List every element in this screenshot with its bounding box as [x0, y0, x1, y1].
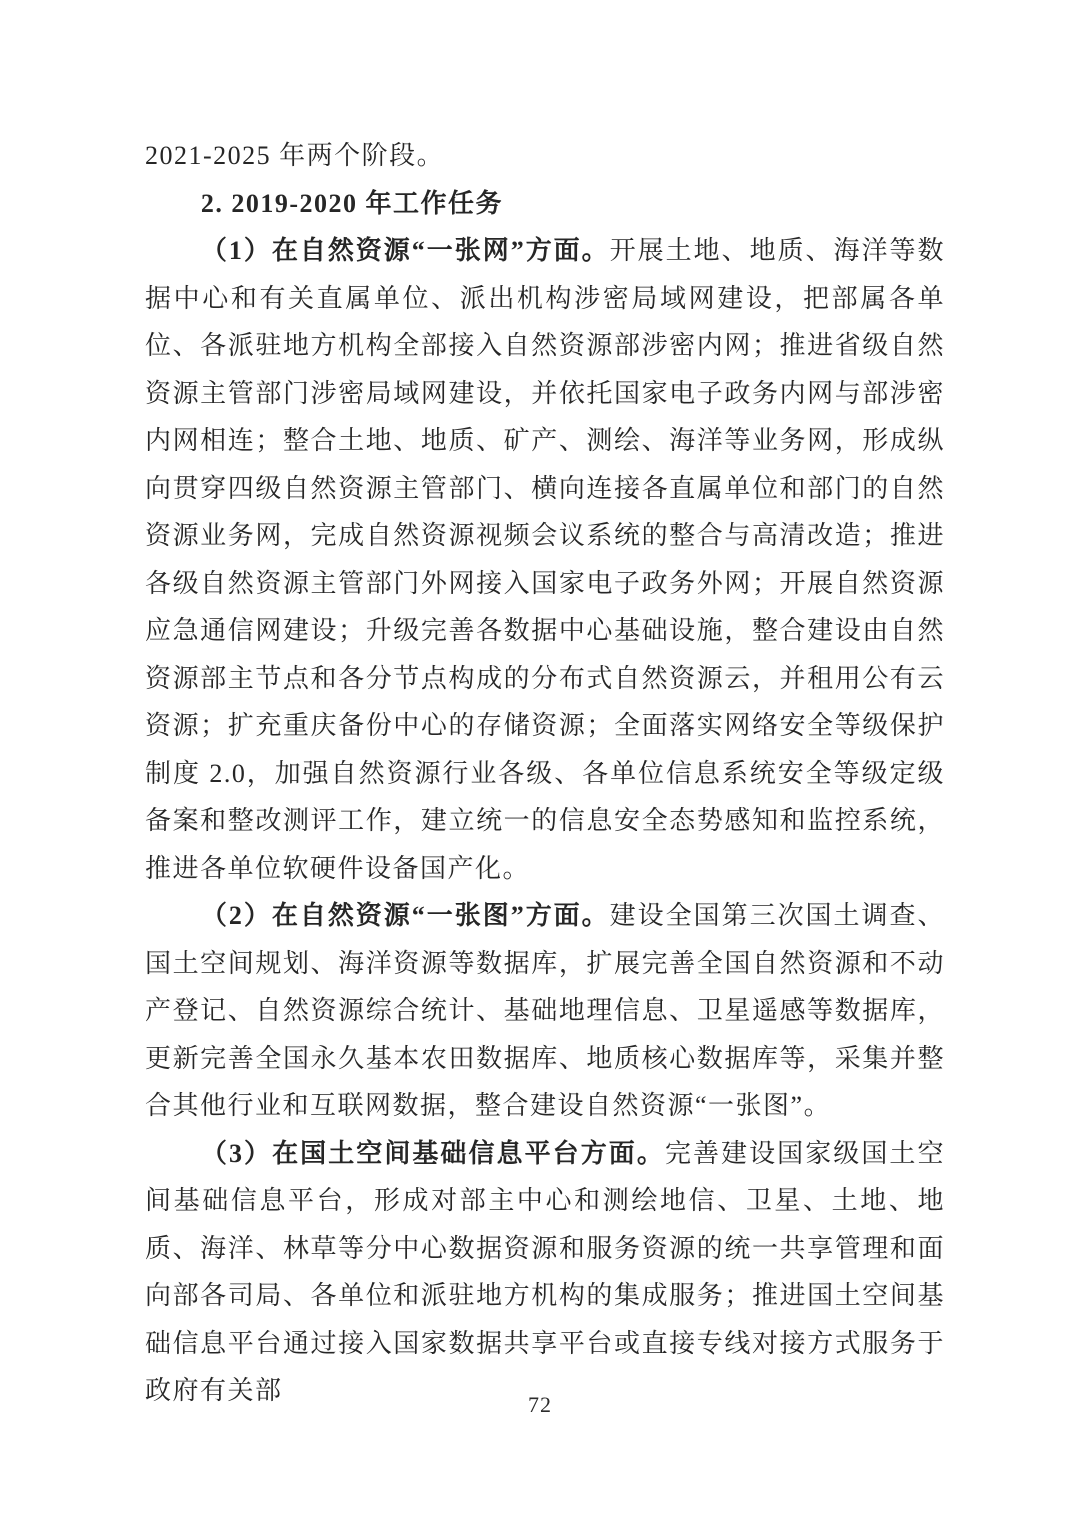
paragraph-text: 完善建设国家级国土空间基础信息平台，形成对部主中心和测绘地信、卫星、土地、地质、海洋、林草等分中心数据资源和服务资源的统一共享管理和面向部各司局、各单位和派驻地方机构的集成服务；推进国土空间基础信息平台通过接入国家数据共享平台或直接专线对接方式服务于政府有关部 — [145, 1138, 945, 1405]
paragraph-item-3-platform — [145, 1130, 945, 1415]
paragraph-text: 2021-2025 年两个阶段。 — [145, 141, 445, 170]
paragraph-bold-lead: （1）在自然资源“一张网”方面。 — [200, 236, 610, 265]
document-body — [145, 132, 945, 1415]
section-heading-work-tasks — [145, 180, 945, 228]
section-heading-text: 2. 2019-2020 年工作任务 — [200, 188, 504, 218]
paragraph-bold-lead: （2）在自然资源“一张图”方面。 — [200, 901, 610, 930]
paragraph-text: 开展土地、地质、海洋等数据中心和有关直属单位、派出机构涉密局域网建设，把部属各单位、各派驻地方机构全部接入自然资源部涉密内网；推进省级自然资源主管部门涉密局域网建设，并依托国家电子政务内网与部涉密内网相连；整合土地、地质、矿产、测绘、海洋等业务网，形成纵向贯穿四级自然资源主管部门、横向连接各直属单位和部门的自然资源业务网，完成自然资源视频会议系统的整合与高清改造；推进各级自然资源主管部门外网接入国家电子政务外网；开展自然资源应急通信网建设；升级完善各数据中心基础设施，整合建设由自然资源部主节点和各分节点构成的分布式自然资源云，并租用公有云资源；扩充重庆备份中心的存储资源；全面落实网络安全等级保护制度 2.0，加强自然资源行业各级、各单位信息系统安全等级定级备案和整改测评工作，建立统一的信息安全态势感知和监控系统，推进各单位软硬件设备国产化。 — [145, 236, 945, 883]
paragraph-text: 建设全国第三次国土调查、国土空间规划、海洋资源等数据库，扩展完善全国自然资源和不动产登记、自然资源综合统计、基础地理信息、卫星遥感等数据库，更新完善全国永久基本农田数据库、地质核心数据库等，采集并整合其他行业和互联网数据，整合建设自然资源“一张图”。 — [145, 901, 945, 1120]
page-number: 72 — [528, 1392, 552, 1417]
page-footer — [0, 1392, 1080, 1418]
paragraph-bold-lead: （3）在国土空间基础信息平台方面。 — [200, 1138, 665, 1168]
paragraph-continuation — [145, 132, 945, 180]
paragraph-item-1-network — [145, 227, 945, 892]
paragraph-item-2-map — [145, 892, 945, 1130]
